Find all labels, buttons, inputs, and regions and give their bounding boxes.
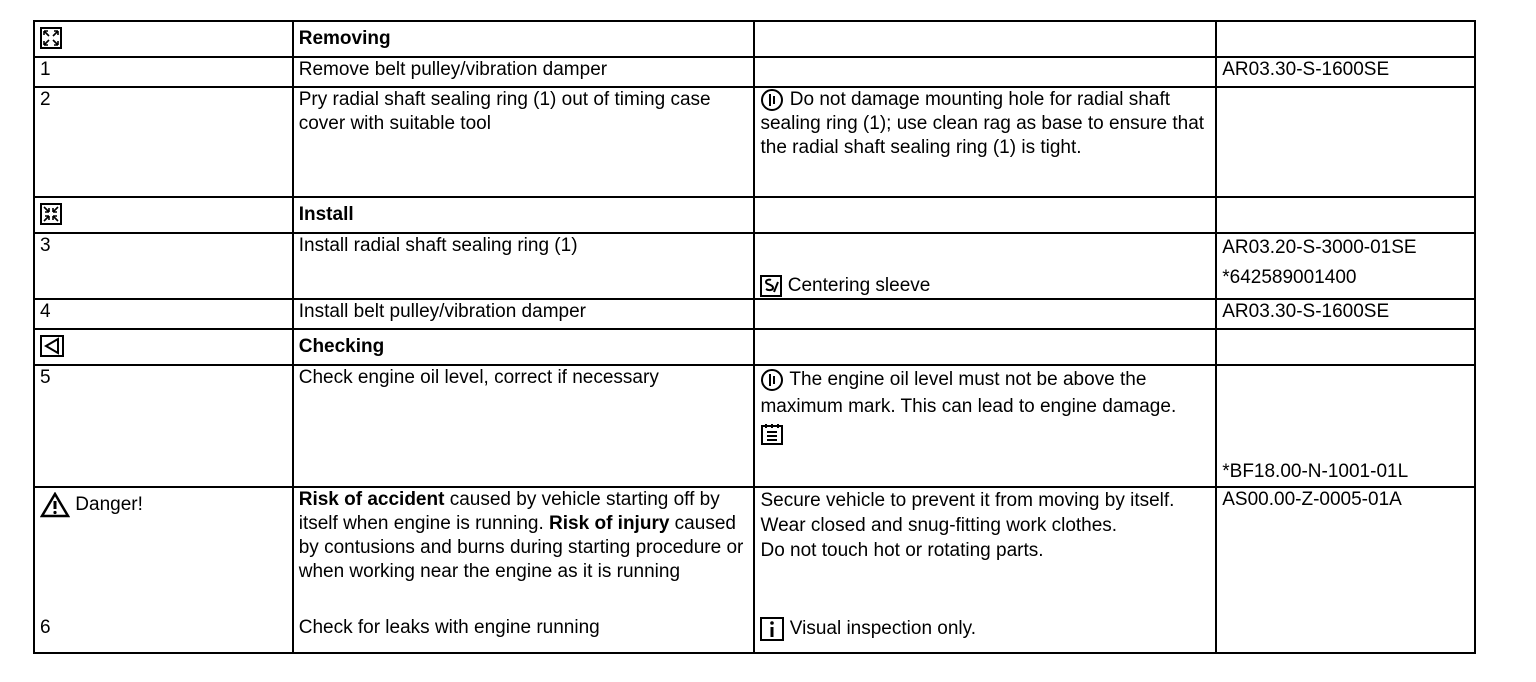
step-number: 5 bbox=[34, 365, 293, 487]
caution-circle-icon bbox=[760, 88, 784, 112]
step-number: 4 bbox=[34, 299, 293, 329]
note-cell bbox=[754, 87, 1216, 197]
expand-arrows-icon bbox=[40, 27, 62, 49]
note-text: Visual inspection only. bbox=[789, 618, 977, 639]
measure-text: Wear closed and snug-fitting work clothes. bbox=[760, 515, 1118, 536]
table-row bbox=[34, 329, 1475, 365]
risk-title: Risk of accident bbox=[298, 489, 445, 510]
danger-label: Danger! bbox=[75, 494, 143, 516]
reference-code: AR03.30-S-1600SE bbox=[1216, 57, 1475, 87]
risk-text: caused by vehicle starting off by itself when engine is running. bbox=[298, 489, 720, 534]
measure-text: Do not touch hot or rotating parts. bbox=[760, 540, 1044, 561]
table-row bbox=[34, 87, 1475, 197]
step-number: 6 bbox=[40, 617, 51, 638]
check-triangle-icon bbox=[40, 335, 64, 357]
table-row bbox=[34, 197, 1475, 233]
note-cell bbox=[754, 365, 1216, 487]
table-row bbox=[34, 233, 1475, 299]
tool-text: Centering sleeve bbox=[787, 275, 931, 296]
operation-text: Install radial shaft sealing ring (1) bbox=[293, 233, 755, 299]
operation-text: Check engine oil level, correct if necessary bbox=[293, 365, 755, 487]
operation-text: Remove belt pulley/vibration damper bbox=[293, 57, 755, 87]
note-text: The engine oil level must not be above the maximum mark. This can lead to engine damage. bbox=[760, 369, 1177, 417]
step-number: 3 bbox=[34, 233, 293, 299]
reference-code: AR03.20-S-3000-01SE bbox=[1222, 237, 1417, 258]
section-icon-cell bbox=[34, 329, 293, 365]
caution-circle-icon bbox=[760, 368, 784, 392]
reference-cell bbox=[1216, 233, 1475, 299]
risk-text: caused by contusions and burns during starting procedure or when working near the engine as it is running bbox=[298, 513, 744, 582]
operation-cell bbox=[293, 487, 755, 653]
section-title: Install bbox=[293, 197, 755, 233]
special-tool-icon bbox=[760, 275, 782, 297]
operation-text: Install belt pulley/vibration damper bbox=[293, 299, 755, 329]
section-icon-cell bbox=[34, 197, 293, 233]
tool-number: *642589001400 bbox=[1222, 267, 1357, 288]
section-icon-cell bbox=[34, 21, 293, 57]
document-sheet-icon bbox=[760, 422, 784, 446]
step-number: 1 bbox=[34, 57, 293, 87]
reference-code: AR03.30-S-1600SE bbox=[1216, 299, 1475, 329]
measures-cell bbox=[754, 487, 1216, 653]
table-row bbox=[34, 21, 1475, 57]
note-text: Do not damage mounting hole for radial shaft sealing ring (1); use clean rag as base to ensure that the radial shaft sealing ring (1) is tight. bbox=[760, 89, 1205, 159]
measure-text: Secure vehicle to prevent it from moving by itself. bbox=[760, 490, 1175, 511]
table-row bbox=[34, 365, 1475, 487]
risk-title: Risk of injury bbox=[549, 513, 670, 534]
contract-arrows-icon bbox=[40, 203, 62, 225]
operation-text: Pry radial shaft sealing ring (1) out of timing case cover with suitable tool bbox=[293, 87, 755, 197]
tool-cell bbox=[754, 233, 1216, 299]
warning-triangle-icon bbox=[40, 492, 70, 518]
section-title: Checking bbox=[293, 329, 755, 365]
reference-code: *BF18.00-N-1001-01L bbox=[1216, 365, 1475, 487]
table-row bbox=[34, 487, 1475, 653]
table-row bbox=[34, 57, 1475, 87]
danger-cell bbox=[34, 487, 293, 653]
table-row bbox=[34, 299, 1475, 329]
procedure-table bbox=[33, 20, 1476, 654]
info-icon bbox=[760, 617, 784, 641]
operation-text: Check for leaks with engine running bbox=[298, 617, 600, 638]
section-title: Removing bbox=[293, 21, 755, 57]
reference-code: AS00.00-Z-0005-01A bbox=[1216, 487, 1475, 653]
step-number: 2 bbox=[34, 87, 293, 197]
